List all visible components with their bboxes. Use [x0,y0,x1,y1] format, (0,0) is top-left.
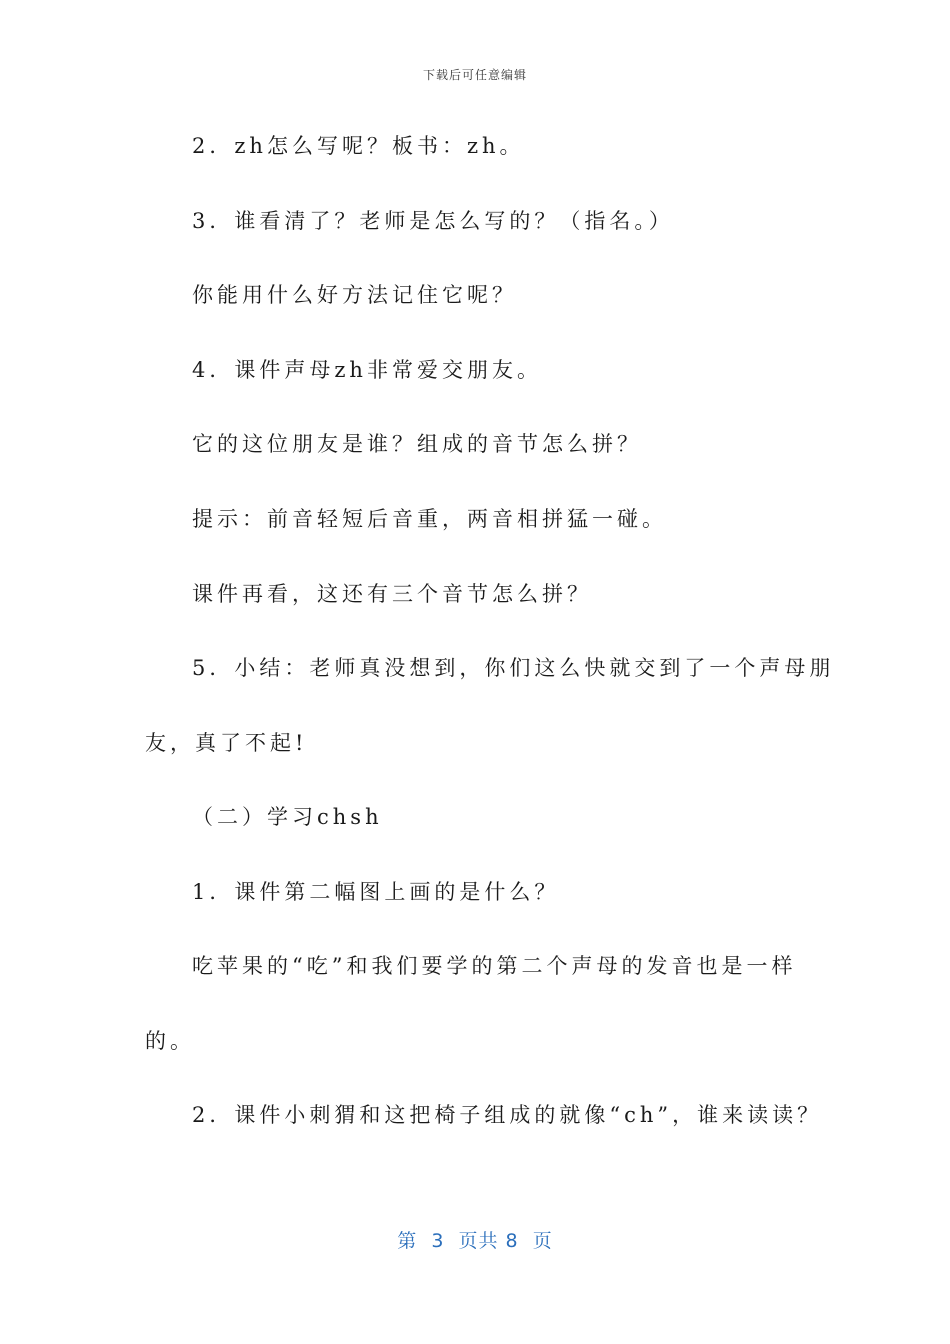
paragraph-line: 3．谁看清了？老师是怎么写的？（指名。） [192,209,674,233]
paragraph-line: 1．课件第二幅图上画的是什么？ [192,880,560,904]
paragraph-line: 2．zh怎么写呢？板书：zh。 [192,134,525,158]
paragraph-line: 5．小结：老师真没想到，你们这么快就交到了一个声母朋 [192,656,835,680]
paragraph-line: 4．课件声母zh非常爱交朋友。 [192,358,542,382]
paragraph-line: 课件再看，这还有三个音节怎么拼？ [192,582,592,606]
paragraph-line: 它的这位朋友是谁？组成的音节怎么拼？ [192,432,642,456]
paragraph-line: 你能用什么好方法记住它呢？ [192,283,517,307]
paragraph-line: 的。 [145,1029,195,1053]
paragraph-line: 友，真了不起! [145,731,308,755]
section-heading: （二）学习chsh [192,805,383,829]
page-number-footer: 第 3 页共 8 页 [397,1230,553,1252]
paragraph-line: 2．课件小刺猬和这把椅子组成的就像“ch”，谁来读读？ [192,1103,823,1127]
paragraph-line: 提示：前音轻短后音重，两音相拼猛一碰。 [192,507,667,531]
paragraph-line: 吃苹果的“吃”和我们要学的第二个声母的发音也是一样 [192,954,797,978]
page-header-note: 下载后可任意编辑 [422,68,527,82]
